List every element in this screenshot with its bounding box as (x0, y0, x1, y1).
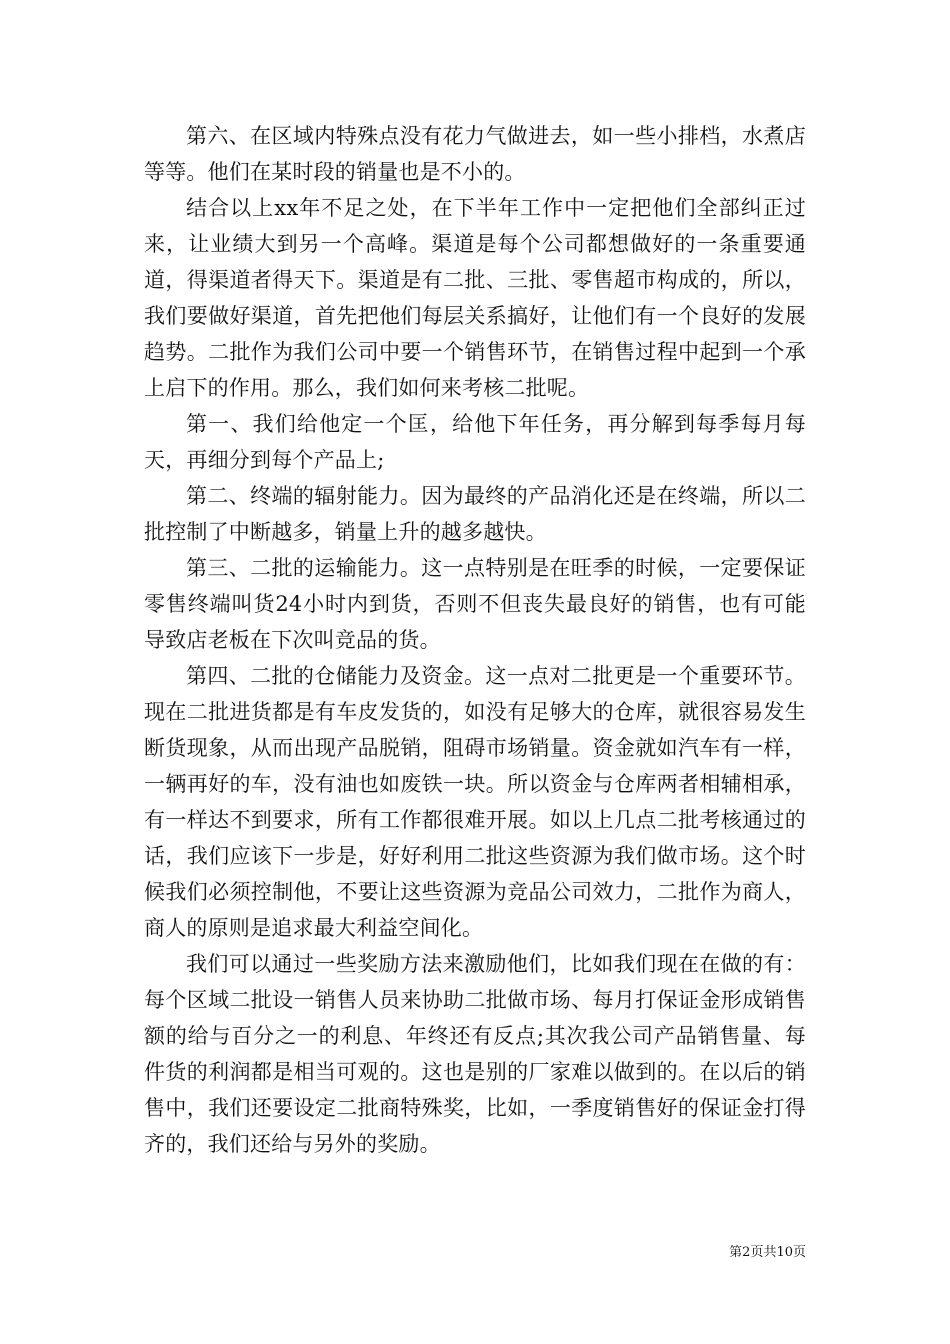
paragraph-7: 我们可以通过一些奖励方法来激励他们，比如我们现在在做的有：每个区域二批设一销售人员来协助二批做市场、每月打保证金形成销售额的给与百分之一的利息、年终还有反点;其次我公司产品销售量、每件货的利润都是相当可观的。这也是别的厂家难以做到的。在以后的销售中，我们还要设定二批商特殊奖，比如，一季度销售好的保证金打得齐的，我们还给与另外的奖励。 (144, 952, 806, 1156)
paragraph-5: 第三、二批的运输能力。这一点特别是在旺季的时候，一定要保证零售终端叫货24小时内到货，否则不但丧失最良好的销售，也有可能导致店老板在下次叫竞品的货。 (144, 556, 806, 652)
paragraph-3: 第一、我们给他定一个匡，给他下年任务，再分解到每季每月每天，再细分到每个产品上; (144, 412, 806, 472)
paragraph-1: 第六、在区域内特殊点没有花力气做进去，如一些小排档，水煮店等等。他们在某时段的销量也是不小的。 (144, 124, 806, 184)
paragraph-6: 第四、二批的仓储能力及资金。这一点对二批更是一个重要环节。现在二批进货都是有车皮发货的，如没有足够大的仓库，就很容易发生断货现象，从而出现产品脱销，阻碍市场销量。资金就如汽车有一样，一辆再好的车，没有油也如废铁一块。所以资金与仓库两者相辅相承，有一样达不到要求，所有工作都很难开展。如以上几点二批考核通过的话，我们应该下一步是，好好利用二批这些资源为我们做市场。这个时候我们必须控制他，不要让这些资源为竞品公司效力，二批作为商人，商人的原则是追求最大利益空间化。 (144, 664, 806, 940)
paragraph-2: 结合以上xx年不足之处，在下半年工作中一定把他们全部纠正过来，让业绩大到另一个高峰。渠道是每个公司都想做好的一条重要通道，得渠道者得天下。渠道是有二批、三批、零售超市构成的，所以，我们要做好渠道，首先把他们每层关系搞好，让他们有一个良好的发展趋势。二批作为我们公司中要一个销售环节，在销售过程中起到一个承上启下的作用。那么，我们如何来考核二批呢。 (144, 196, 806, 400)
document-body (144, 118, 806, 1162)
paragraph-4: 第二、终端的辐射能力。因为最终的产品消化还是在终端，所以二批控制了中断越多，销量上升的越多越快。 (144, 484, 806, 544)
page-number-footer: 第2页共10页 (729, 1245, 806, 1260)
